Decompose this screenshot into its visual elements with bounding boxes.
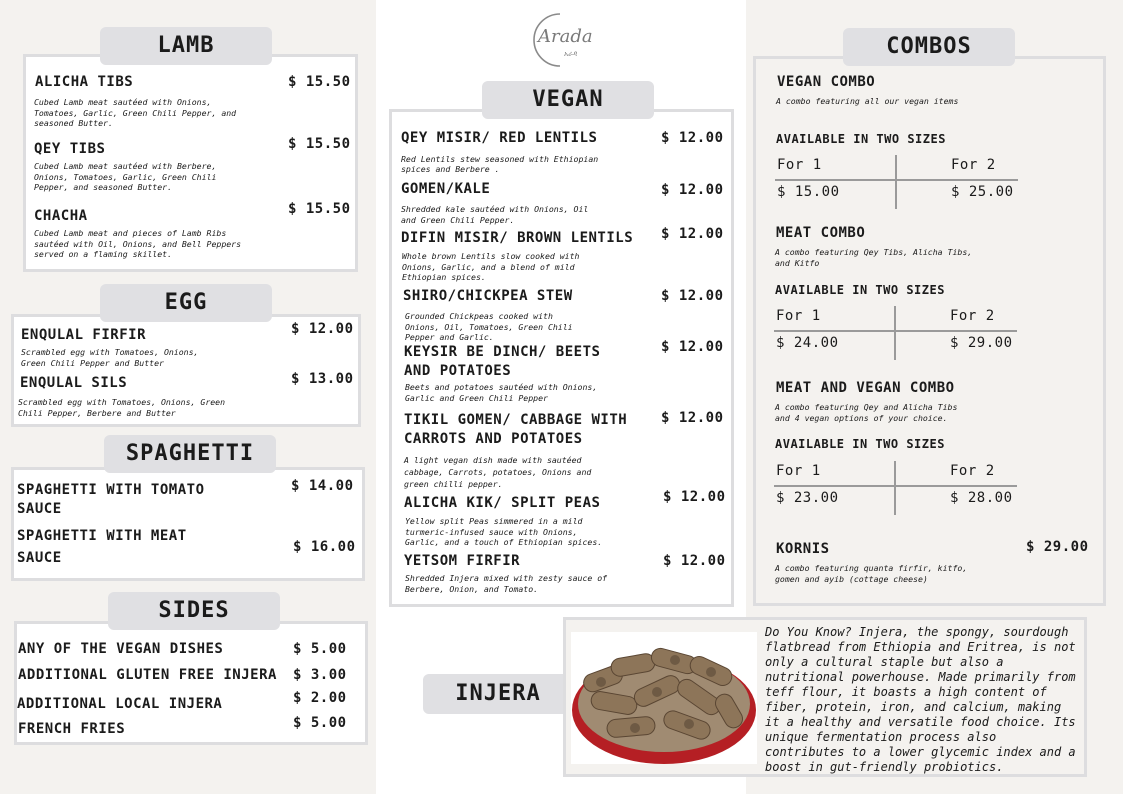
size-price-1: $ 15.00 (777, 184, 840, 200)
menu-item-name: SPAGHETTI WITH MEAT (17, 528, 187, 544)
menu-item-description: Red Lentils stew seasoned with Ethiopian spices and Berbere . (401, 154, 599, 174)
menu-item-price: $ 12.00 (661, 130, 724, 146)
menu-item-price: $ 14.00 (291, 478, 354, 494)
menu-item-price: $ 12.00 (661, 288, 724, 304)
menu-item-name: FRENCH FRIES (18, 721, 126, 737)
injera-photo (571, 632, 757, 764)
menu-item-price: $ 2.00 (293, 690, 347, 706)
menu-item-price: $ 15.50 (288, 201, 351, 217)
size-col-2: For 2 (950, 463, 995, 479)
menu-item-name: DIFIN MISIR/ BROWN LENTILS (401, 230, 634, 246)
injera-header: INJERA (423, 674, 573, 714)
menu-item-price: $ 12.00 (663, 489, 726, 505)
menu-item-price: $ 13.00 (291, 371, 354, 387)
menu-item-price: $ 12.00 (661, 226, 724, 242)
menu-item-name: YETSOM FIRFIR (404, 553, 521, 569)
menu-item-name-cont: SAUCE (17, 501, 62, 517)
menu-item-name: QEY MISIR/ RED LENTILS (401, 130, 598, 146)
size-price-1: $ 23.00 (776, 490, 839, 506)
menu-item-name: CHACHA (34, 208, 88, 224)
menu-item-description: Cubed Lamb meat and pieces of Lamb Ribs sautéed with Oil, Onions, and Bell Peppers served on a flaming skillet. (34, 228, 242, 259)
menu-item-price: $ 12.00 (661, 182, 724, 198)
injera-info-text: Do You Know? Injera, the spongy, sourdough flatbread from Ethiopia and Eritrea, is not only a cultural staple but also a nutritional powerhouse. Made primarily from teff flour, it boasts a high content of fiber, protein, iron, and calcium, making it a healthy and versatile food choice. Its unique fermentation process also contributes to a lower glycemic index and a boost in gut-friendly probiotics. (765, 625, 1076, 774)
menu-item-description: Scrambled egg with Tomatoes, Onions, Green Chili Pepper, Berbere and Butter (18, 397, 226, 418)
menu-item-name: KEYSIR BE DINCH/ BEETS (404, 344, 601, 360)
size-price-2: $ 25.00 (951, 184, 1014, 200)
menu-item-description: Grounded Chickpeas cooked with Onions, Oil, Tomatoes, Green Chili Pepper and Garlic. (405, 311, 573, 342)
menu-item-name: ADDITIONAL LOCAL INJERA (17, 696, 223, 712)
menu-item-name-cont: AND POTATOES (404, 363, 512, 379)
menu-item-price: $ 12.00 (663, 553, 726, 569)
sizes-label: AVAILABLE IN TWO SIZES (775, 283, 945, 297)
menu-item-price: $ 15.50 (288, 136, 351, 152)
menu-item-name: TIKIL GOMEN/ CABBAGE WITH (404, 412, 628, 428)
table-divider (895, 155, 897, 209)
menu-item-price: $ 12.00 (661, 410, 724, 426)
combo-name: VEGAN COMBO (777, 74, 876, 90)
size-col-2: For 2 (951, 157, 996, 173)
size-price-1: $ 24.00 (776, 335, 839, 351)
lamb-header: LAMB (100, 27, 272, 65)
injera-basket-image (571, 632, 757, 764)
menu-item-price: $ 5.00 (293, 715, 347, 731)
menu-item-description: Beets and potatoes sautéed with Onions, Garlic and Green Chili Pepper (405, 382, 598, 403)
table-divider (894, 306, 896, 360)
spaghetti-header: SPAGHETTI (104, 435, 276, 473)
combos-header: COMBOS (843, 28, 1015, 66)
menu-item-price: $ 15.50 (288, 74, 351, 90)
menu-item-name: SPAGHETTI WITH TOMATO (17, 482, 205, 498)
vegan-header: VEGAN (482, 81, 654, 119)
sides-header: SIDES (108, 592, 280, 630)
menu-item-name: ENQULAL SILS (20, 375, 128, 391)
menu-item-description: Shredded kale sautéed with Onions, Oil and Green Chili Pepper. (401, 204, 589, 225)
menu-item-name: GOMEN/KALE (401, 181, 491, 197)
menu-item-name: ALICHA KIK/ SPLIT PEAS (404, 495, 601, 511)
menu-item-description: Scrambled egg with Tomatoes, Onions, Green Chili Pepper and Butter (21, 347, 199, 368)
table-divider (894, 461, 896, 515)
size-col-1: For 1 (776, 463, 821, 479)
menu-item-description: A light vegan dish made with sautéed cabbage, Carrots, potatoes, Onions and green chilli pepper. (404, 455, 592, 489)
menu-item-price: $ 3.00 (293, 667, 347, 683)
menu-item-name: ALICHA TIBS (35, 74, 134, 90)
menu-item-description: Shredded Injera mixed with zesty sauce of Berbere, Onion, and Tomato. (405, 573, 608, 594)
size-price-2: $ 28.00 (950, 490, 1013, 506)
combo-description: A combo featuring quanta firfir, kitfo, gomen and ayib (cottage cheese) (775, 563, 968, 584)
combo-name: MEAT COMBO (776, 225, 866, 241)
menu-item-name: QEY TIBS (34, 141, 106, 157)
combo-description: A combo featuring all our vegan items (776, 96, 959, 106)
menu-item-description: Cubed Lamb meat sautéed with Onions, Tomatoes, Garlic, Green Chili Pepper, and seasoned Butter. (34, 97, 237, 128)
menu-item-name: ANY OF THE VEGAN DISHES (18, 641, 224, 657)
menu-item-name: SHIRO/CHICKPEA STEW (403, 288, 573, 304)
sizes-label: AVAILABLE IN TWO SIZES (775, 437, 945, 451)
logo-text: Arada (538, 26, 593, 47)
menu-item-description: Whole brown Lentils slow cooked with Onions, Garlic, and a blend of mild Ethiopian spices. (402, 251, 580, 282)
menu-item-name: ENQULAL FIRFIR (21, 327, 147, 343)
combo-name: MEAT AND VEGAN COMBO (776, 380, 955, 396)
menu-item-description: Yellow split Peas simmered in a mild turmeric-infused sauce with Onions, Garlic, and a touch of Ethiopian spices. (405, 516, 603, 547)
combo-description: A combo featuring Qey and Alicha Tibs and 4 vegan options of your choice. (775, 402, 958, 423)
combo-name: KORNIS (776, 541, 830, 557)
menu-item-price: $ 12.00 (291, 321, 354, 337)
combo-description: A combo featuring Qey Tibs, Alicha Tibs, and Kitfo (775, 247, 973, 268)
logo-subtext: አራዳ (564, 50, 578, 58)
combo-price: $ 29.00 (1026, 539, 1089, 555)
logo (520, 8, 604, 70)
size-price-2: $ 29.00 (950, 335, 1013, 351)
menu-item-description: Cubed Lamb meat sautéed with Berbere, Onions, Tomatoes, Garlic, Green Chili Pepper, and seasoned Butter. (34, 161, 217, 192)
menu-item-price: $ 16.00 (293, 539, 356, 555)
menu-item-price: $ 5.00 (293, 641, 347, 657)
size-col-1: For 1 (776, 308, 821, 324)
menu-item-price: $ 12.00 (661, 339, 724, 355)
menu-item-name-cont: CARROTS AND POTATOES (404, 431, 583, 447)
egg-header: EGG (100, 284, 272, 322)
sizes-label: AVAILABLE IN TWO SIZES (776, 132, 946, 146)
size-col-1: For 1 (777, 157, 822, 173)
size-col-2: For 2 (950, 308, 995, 324)
menu-item-name-cont: SAUCE (17, 550, 62, 566)
menu-item-name: ADDITIONAL GLUTEN FREE INJERA (18, 667, 277, 683)
